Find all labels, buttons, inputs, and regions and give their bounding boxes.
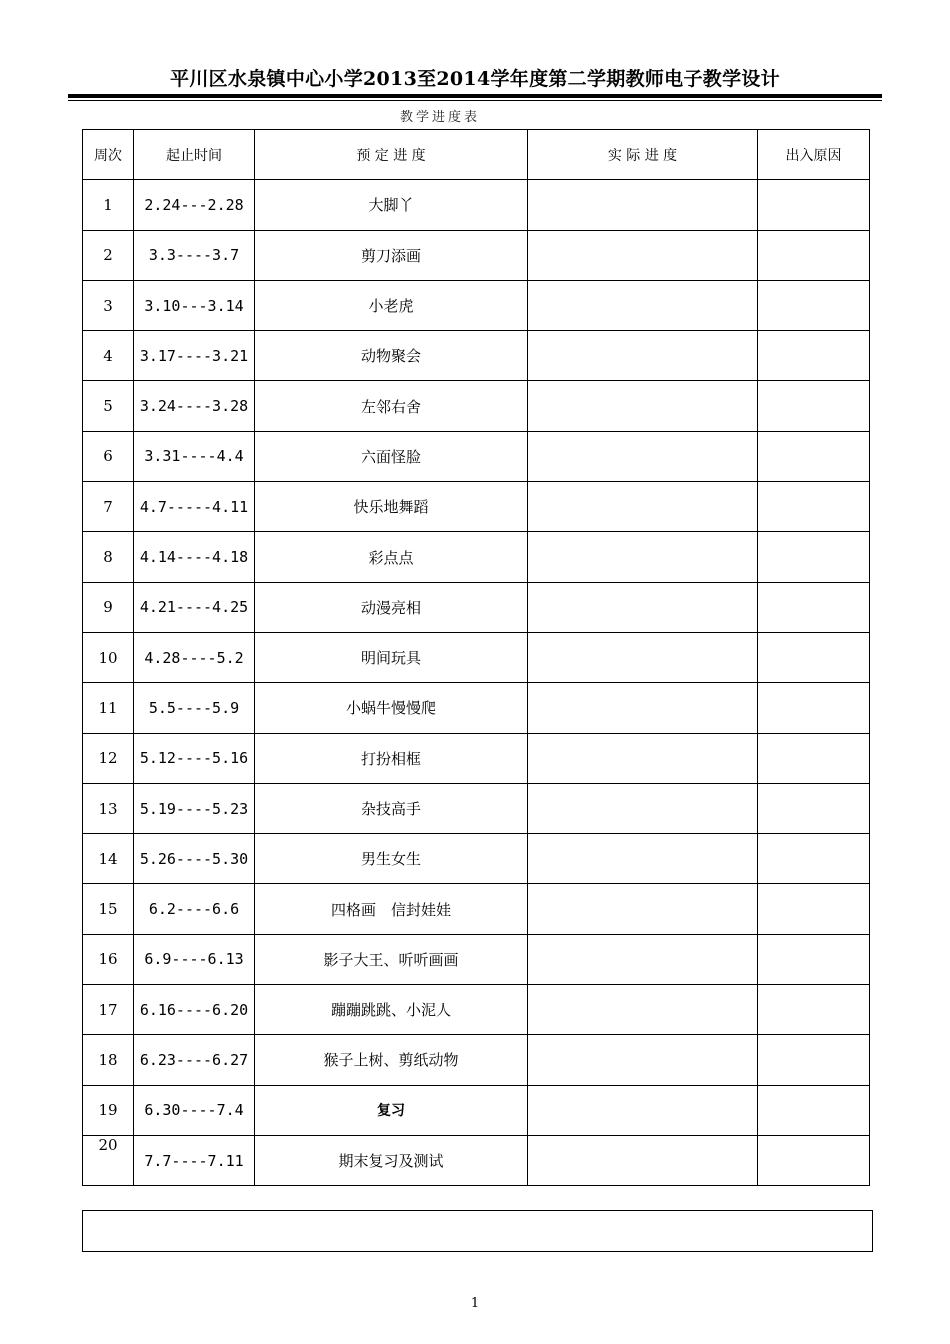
header-planned-progress: 预 定 进 度 (255, 130, 528, 180)
actual-progress-cell (528, 482, 758, 532)
deviation-reason-cell (758, 582, 870, 632)
deviation-reason-cell (758, 834, 870, 884)
deviation-reason-cell (758, 733, 870, 783)
page-number: 1 (470, 1296, 480, 1311)
table-row (83, 934, 870, 984)
week-cell: 9 (83, 582, 134, 632)
date-range-cell: 4.28----5.2 (134, 632, 255, 682)
planned-progress-cell: 动漫亮相 (255, 582, 528, 632)
date-range-cell: 5.5----5.9 (134, 683, 255, 733)
table-row (83, 381, 870, 431)
week-cell: 15 (83, 884, 134, 934)
week-cell: 3 (83, 280, 134, 330)
week-cell: 12 (83, 733, 134, 783)
deviation-reason-cell (758, 482, 870, 532)
week-cell: 10 (83, 632, 134, 682)
table-row (83, 180, 870, 230)
week-cell: 6 (83, 431, 134, 481)
deviation-reason-cell (758, 985, 870, 1035)
title-rule-thick (68, 94, 882, 98)
date-range-cell: 4.21----4.25 (134, 582, 255, 632)
deviation-reason-cell (758, 431, 870, 481)
week-cell: 17 (83, 985, 134, 1035)
actual-progress-cell (528, 733, 758, 783)
date-range-cell: 6.23----6.27 (134, 1035, 255, 1085)
date-range-cell: 5.19----5.23 (134, 783, 255, 833)
table-row (83, 783, 870, 833)
planned-progress-cell: 动物聚会 (255, 331, 528, 381)
date-range-cell: 3.31----4.4 (134, 431, 255, 481)
planned-progress-cell: 明间玩具 (255, 632, 528, 682)
footer-box (82, 1210, 873, 1252)
date-range-cell: 3.3----3.7 (134, 230, 255, 280)
week-cell: 5 (83, 381, 134, 431)
week-cell: 7 (83, 482, 134, 532)
deviation-reason-cell (758, 331, 870, 381)
deviation-reason-cell (758, 230, 870, 280)
deviation-reason-cell (758, 934, 870, 984)
week-cell: 13 (83, 783, 134, 833)
actual-progress-cell (528, 582, 758, 632)
actual-progress-cell (528, 1085, 758, 1135)
table-row (83, 331, 870, 381)
table-body (83, 180, 870, 1186)
date-range-cell: 3.10---3.14 (134, 280, 255, 330)
week-cell: 11 (83, 683, 134, 733)
planned-progress-cell: 影子大王、听听画画 (255, 934, 528, 984)
date-range-cell: 3.17----3.21 (134, 331, 255, 381)
date-range-cell: 5.12----5.16 (134, 733, 255, 783)
deviation-reason-cell (758, 381, 870, 431)
date-range-cell: 6.16----6.20 (134, 985, 255, 1035)
table-row (83, 482, 870, 532)
table-row (83, 532, 870, 582)
table-row (83, 280, 870, 330)
deviation-reason-cell (758, 1135, 870, 1185)
table-row (83, 1085, 870, 1135)
planned-progress-cell: 大脚丫 (255, 180, 528, 230)
table-subtitle: 教学进度表 (399, 110, 480, 125)
week-cell: 16 (83, 934, 134, 984)
planned-progress-cell: 左邻右舍 (255, 381, 528, 431)
table-row (83, 884, 870, 934)
table-row (83, 985, 870, 1035)
actual-progress-cell (528, 834, 758, 884)
planned-progress-cell: 复习 (255, 1085, 528, 1135)
planned-progress-cell: 快乐地舞蹈 (255, 482, 528, 532)
deviation-reason-cell (758, 1035, 870, 1085)
table-row (83, 1135, 870, 1185)
header-dates: 起止时间 (134, 130, 255, 180)
deviation-reason-cell (758, 884, 870, 934)
actual-progress-cell (528, 884, 758, 934)
planned-progress-cell: 猴子上树、剪纸动物 (255, 1035, 528, 1085)
deviation-reason-cell (758, 632, 870, 682)
date-range-cell: 2.24---2.28 (134, 180, 255, 230)
planned-progress-cell: 打扮相框 (255, 733, 528, 783)
document-title: 平川区水泉镇中心小学2013至2014学年度第二学期教师电子教学设计 (170, 68, 780, 90)
title-rule-thin (68, 100, 882, 101)
date-range-cell: 4.14----4.18 (134, 532, 255, 582)
planned-progress-cell: 彩点点 (255, 532, 528, 582)
planned-progress-cell: 男生女生 (255, 834, 528, 884)
table-row (83, 230, 870, 280)
actual-progress-cell (528, 1035, 758, 1085)
planned-progress-cell: 六面怪脸 (255, 431, 528, 481)
actual-progress-cell (528, 632, 758, 682)
table-row (83, 834, 870, 884)
deviation-reason-cell (758, 280, 870, 330)
deviation-reason-cell (758, 783, 870, 833)
deviation-reason-cell (758, 683, 870, 733)
actual-progress-cell (528, 985, 758, 1035)
table-header-row (83, 130, 870, 180)
actual-progress-cell (528, 381, 758, 431)
actual-progress-cell (528, 783, 758, 833)
date-range-cell: 7.7----7.11 (134, 1135, 255, 1185)
header-deviation-reason: 出入原因 (758, 130, 870, 180)
planned-progress-cell: 小老虎 (255, 280, 528, 330)
week-cell: 14 (83, 834, 134, 884)
deviation-reason-cell (758, 532, 870, 582)
table-row (83, 431, 870, 481)
week-cell: 19 (83, 1085, 134, 1135)
actual-progress-cell (528, 431, 758, 481)
week-cell: 2 (83, 230, 134, 280)
actual-progress-cell (528, 230, 758, 280)
planned-progress-cell: 蹦蹦跳跳、小泥人 (255, 985, 528, 1035)
actual-progress-cell (528, 532, 758, 582)
table-row (83, 582, 870, 632)
table-row (83, 1035, 870, 1085)
table-row (83, 733, 870, 783)
planned-progress-cell: 四格画 信封娃娃 (255, 884, 528, 934)
actual-progress-cell (528, 1135, 758, 1185)
week-cell: 18 (83, 1035, 134, 1085)
header-week: 周次 (83, 130, 134, 180)
week-cell: 8 (83, 532, 134, 582)
date-range-cell: 3.24----3.28 (134, 381, 255, 431)
date-range-cell: 6.30----7.4 (134, 1085, 255, 1135)
deviation-reason-cell (758, 180, 870, 230)
week-cell: 1 (83, 180, 134, 230)
actual-progress-cell (528, 180, 758, 230)
header-actual-progress: 实 际 进 度 (528, 130, 758, 180)
planned-progress-cell: 剪刀添画 (255, 230, 528, 280)
actual-progress-cell (528, 331, 758, 381)
planned-progress-cell: 期末复习及测试 (255, 1135, 528, 1185)
actual-progress-cell (528, 934, 758, 984)
deviation-reason-cell (758, 1085, 870, 1135)
actual-progress-cell (528, 683, 758, 733)
planned-progress-cell: 小蜗牛慢慢爬 (255, 683, 528, 733)
schedule-table (82, 129, 870, 1186)
table-row (83, 683, 870, 733)
date-range-cell: 5.26----5.30 (134, 834, 255, 884)
week-cell: 20 (83, 1135, 134, 1185)
table-row (83, 632, 870, 682)
date-range-cell: 6.9----6.13 (134, 934, 255, 984)
date-range-cell: 6.2----6.6 (134, 884, 255, 934)
date-range-cell: 4.7-----4.11 (134, 482, 255, 532)
week-cell: 4 (83, 331, 134, 381)
planned-progress-cell: 杂技高手 (255, 783, 528, 833)
actual-progress-cell (528, 280, 758, 330)
